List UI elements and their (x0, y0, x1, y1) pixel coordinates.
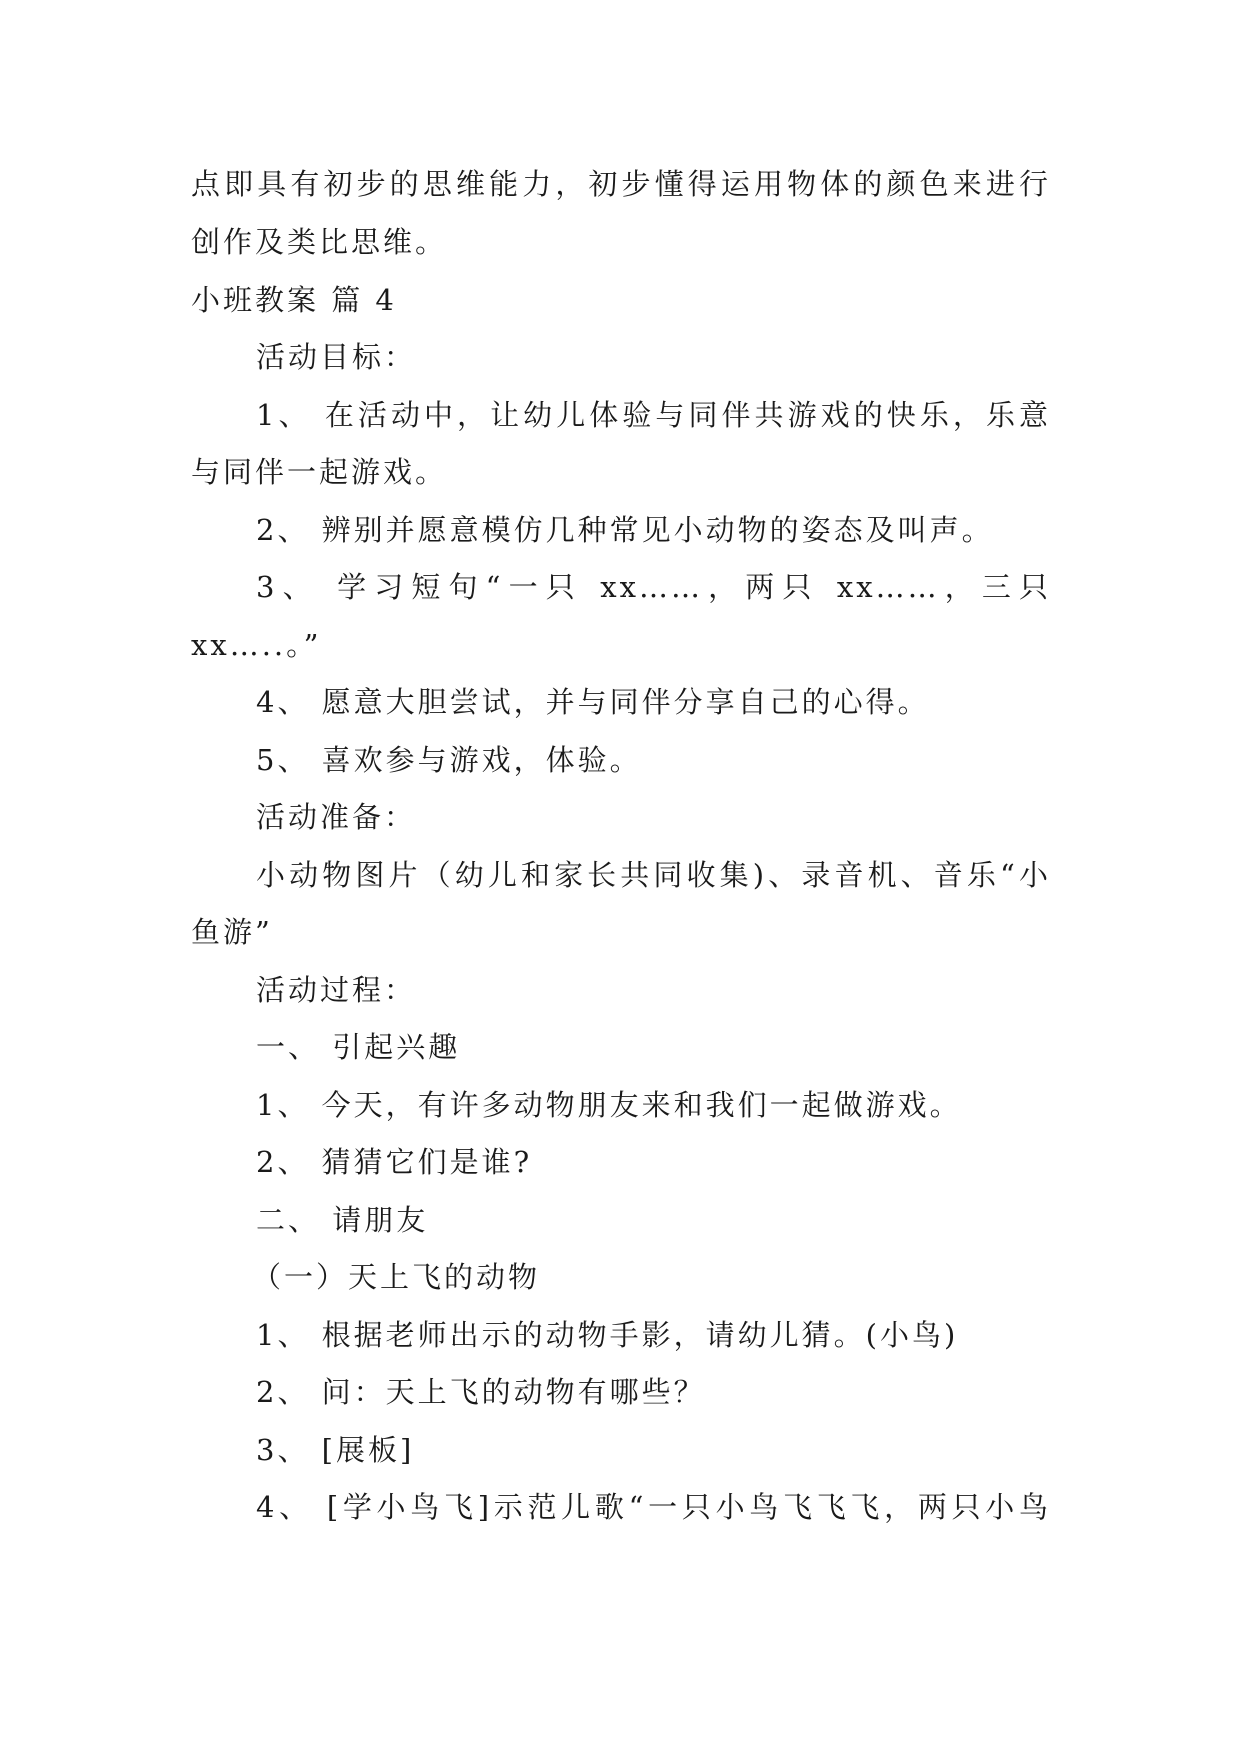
list-item: 1、 根据老师出示的动物手影，请幼儿猜。(小鸟) (256, 1318, 959, 1352)
subheading-activity-goals: 活动目标： (256, 340, 417, 374)
section-heading: 小班教案 篇 4 (191, 283, 397, 317)
list-item: 5、 喜欢参与游戏，体验。 (256, 743, 642, 777)
paragraph-line: xx…..。” (191, 628, 322, 662)
paragraph-line: 创作及类比思维。 (191, 225, 448, 259)
list-item: 2、 问：天上飞的动物有哪些？ (256, 1375, 706, 1409)
list-item: 4、 [学小鸟飞]示范儿歌“一只小鸟飞飞飞，两只小鸟 (256, 1490, 1051, 1524)
list-item: 2、 猜猜它们是谁? (256, 1145, 533, 1179)
subsection-heading: （一）天上飞的动物 (252, 1260, 541, 1294)
subheading-activity-preparation: 活动准备： (256, 800, 417, 834)
list-item: 2、 辨别并愿意模仿几种常见小动物的姿态及叫声。 (256, 513, 994, 547)
section-step: 一、 引起兴趣 (256, 1030, 461, 1064)
list-item: 1、 在活动中，让幼儿体验与同伴共游戏的快乐，乐意 (256, 398, 1051, 432)
paragraph-line: 点即具有初步的思维能力，初步懂得运用物体的颜色来进行 (191, 167, 1051, 201)
paragraph-line: 小动物图片（幼儿和家长共同收集)、录音机、音乐“小 (256, 858, 1051, 892)
list-item: 3、 学习短句“一只 xx……，两只 xx……，三只 (256, 570, 1051, 604)
paragraph-line: 与同伴一起游戏。 (191, 455, 448, 489)
section-step: 二、 请朋友 (256, 1203, 429, 1237)
list-item: 3、 [展板] (256, 1433, 415, 1467)
paragraph-line: 鱼游” (191, 915, 273, 949)
list-item: 1、 今天，有许多动物朋友来和我们一起做游戏。 (256, 1088, 962, 1122)
subheading-activity-process: 活动过程： (256, 973, 417, 1007)
list-item: 4、 愿意大胆尝试，并与同伴分享自己的心得。 (256, 685, 930, 719)
